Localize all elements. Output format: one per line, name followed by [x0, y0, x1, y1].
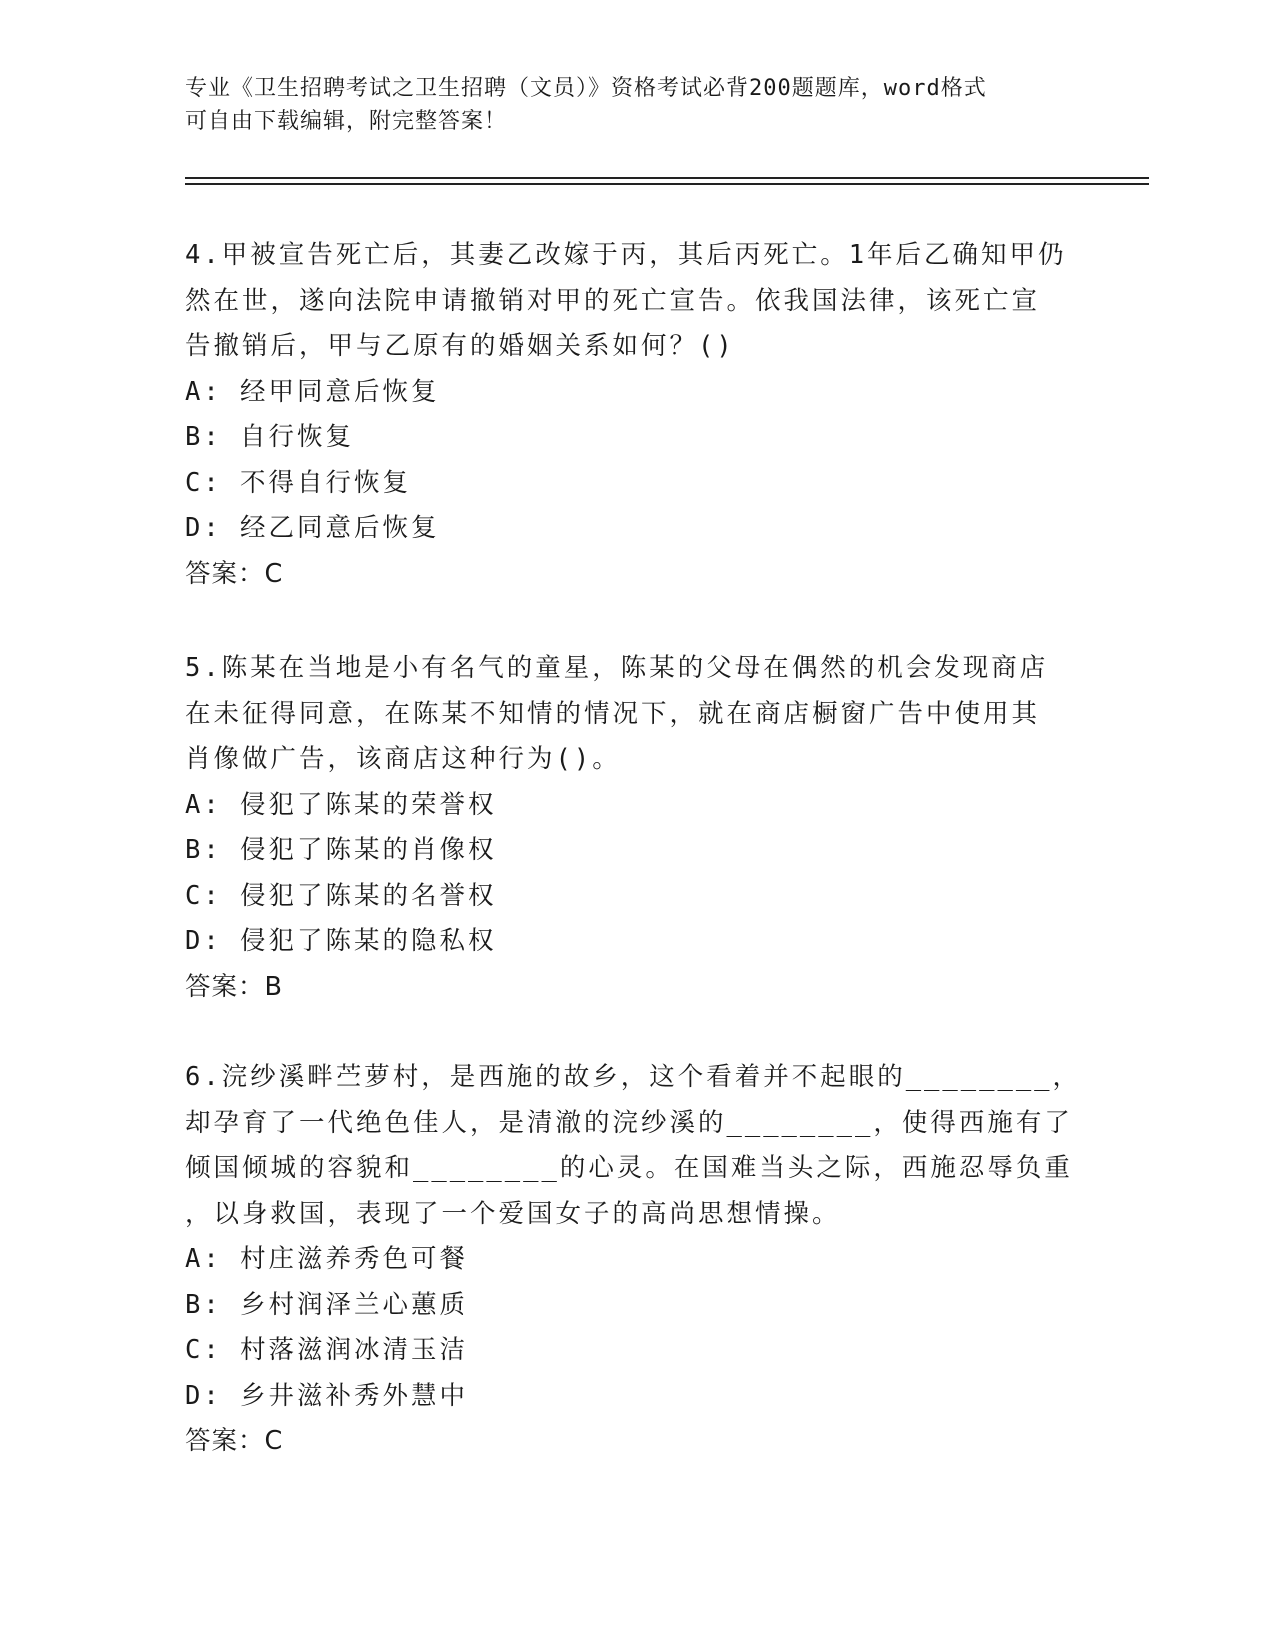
- answer-label: 答案：C: [185, 1426, 284, 1456]
- question-stem-line: 却孕育了一代绝色佳人，是清澈的浣纱溪的________，使得西施有了: [185, 1107, 1073, 1138]
- question-stem-line: 5.陈某在当地是小有名气的童星，陈某的父母在偶然的机会发现商店: [185, 653, 1049, 683]
- question-block: [185, 233, 1085, 597]
- option-c: C: 不得自行恢复: [185, 467, 412, 498]
- option-a: A: 侵犯了陈某的荣誉权: [185, 789, 497, 820]
- option-c: C: 村落滋润冰清玉洁: [185, 1335, 469, 1365]
- header-divider-top: [185, 177, 1149, 179]
- option-c: C: 侵犯了陈某的名誉权: [185, 880, 497, 911]
- question-stem-line: 然在世，遂向法院申请撤销对甲的死亡宣告。依我国法律，该死亡宣: [185, 285, 1041, 316]
- question-stem-line: 肖像做广告，该商店这种行为()。: [185, 744, 621, 774]
- question-stem-line: 在未征得同意，在陈某不知情的情况下，就在商店橱窗广告中使用其: [185, 698, 1041, 729]
- option-a: A: 经甲同意后恢复: [185, 376, 440, 407]
- question-stem-line: 6.浣纱溪畔苎萝村，是西施的故乡，这个看着并不起眼的________，: [185, 1062, 1082, 1092]
- answer-label: 答案：B: [185, 971, 283, 1002]
- question-block: [185, 646, 1085, 1010]
- option-d: D: 乡井滋补秀外慧中: [185, 1380, 469, 1411]
- header-line-2: 可自由下载编辑，附完整答案！: [185, 109, 508, 134]
- question-block: [185, 1055, 1085, 1465]
- header-divider-bottom: [185, 183, 1149, 185]
- question-stem-line: 4.甲被宣告死亡后，其妻乙改嫁于丙，其后丙死亡。1年后乙确知甲仍: [185, 240, 1067, 270]
- option-d: D: 侵犯了陈某的隐私权: [185, 926, 497, 956]
- header-line-1: 专业《卫生招聘考试之卫生招聘（文员）》资格考试必背200题题库，word格式: [185, 76, 987, 101]
- option-a: A: 村庄滋养秀色可餐: [185, 1244, 469, 1274]
- option-b: B: 乡村润泽兰心蕙质: [185, 1289, 469, 1320]
- question-stem-line: 告撤销后，甲与乙原有的婚姻关系如何？(): [185, 331, 735, 361]
- question-stem-line: ，以身救国，表现了一个爱国女子的高尚思想情操。: [185, 1198, 841, 1229]
- option-b: B: 自行恢复: [185, 422, 355, 452]
- option-d: D: 经乙同意后恢复: [185, 513, 440, 543]
- option-b: B: 侵犯了陈某的肖像权: [185, 835, 497, 865]
- question-stem-line: 倾国倾城的容貌和________的心灵。在国难当头之际，西施忍辱负重: [185, 1153, 1073, 1183]
- answer-label: 答案：C: [185, 558, 284, 589]
- document-header: [185, 72, 1085, 138]
